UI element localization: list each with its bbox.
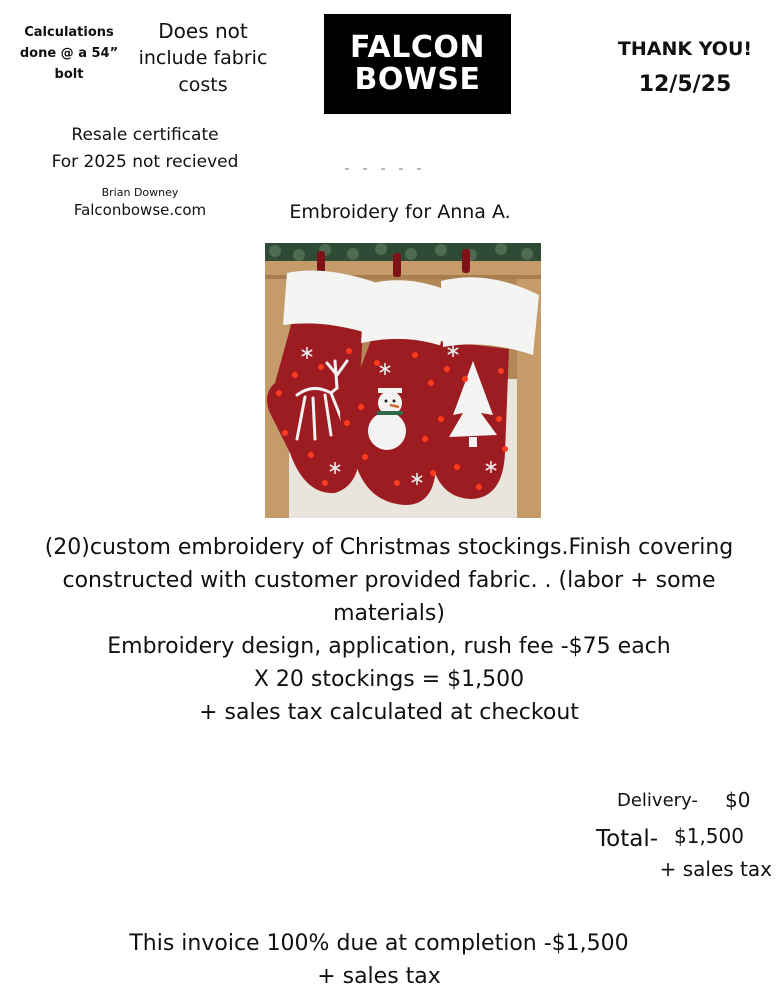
payment-terms-line: + sales tax — [317, 964, 441, 989]
calculation-note — [12, 22, 126, 85]
contact-name: Brian Downey — [101, 186, 179, 199]
description-line: materials) — [333, 601, 445, 626]
fabric-cost-note — [130, 18, 276, 99]
description-line: + sales tax calculated at checkout — [199, 700, 579, 725]
calculation-note-line: Calculations — [24, 25, 114, 40]
description-line: Embroidery design, application, rush fee -$75 each — [107, 634, 671, 659]
fabric-note-line: include fabric — [138, 47, 268, 69]
logo-line: FALCON — [349, 30, 485, 65]
falcon-bowse-logo — [324, 14, 511, 114]
payment-terms — [60, 927, 698, 993]
calculation-note-line: bolt — [54, 67, 84, 82]
total-tax-note: + sales tax — [659, 857, 772, 881]
job-title: Embroidery for Anna A. — [289, 201, 511, 223]
payment-terms-line: This invoice 100% due at completion -$1,500 — [129, 931, 629, 956]
resale-note-line: For 2025 not recieved — [51, 152, 239, 172]
contact-website: Falconbowse.com — [73, 201, 207, 219]
stockings-photo — [265, 243, 541, 518]
resale-certificate-note — [40, 122, 250, 176]
fabric-note-line: Does not — [158, 19, 248, 43]
delivery-label: Delivery- — [617, 790, 698, 811]
delivery-value: $0 — [725, 788, 751, 812]
thank-you-text: THANK YOU! — [617, 38, 753, 60]
fabric-note-line: costs — [178, 74, 228, 96]
description-line: X 20 stockings = $1,500 — [253, 667, 525, 692]
description-line: (20)custom embroidery of Christmas stockings.Finish covering — [44, 535, 734, 560]
total-label: Total- — [596, 826, 659, 852]
resale-note-line: Resale certificate — [71, 125, 219, 145]
calculation-note-line: done @ a 54” — [19, 46, 119, 61]
job-description — [20, 531, 758, 729]
description-line: constructed with customer provided fabric. . (labor + some — [62, 568, 716, 593]
total-value: $1,500 — [674, 824, 744, 848]
invoice-date: 12/5/25 — [638, 72, 732, 97]
faint-marks — [345, 155, 435, 159]
logo-line: BOWSE — [354, 62, 481, 97]
